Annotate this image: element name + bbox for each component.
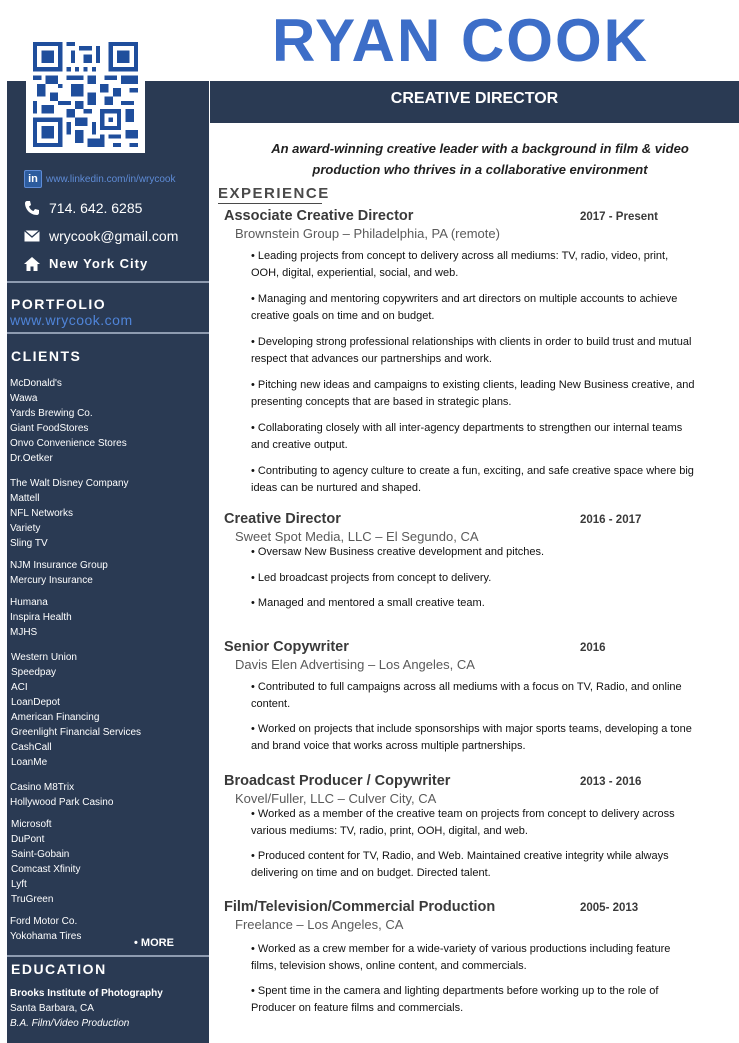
client-item: LoanMe xyxy=(11,757,48,768)
education-school: Brooks Institute of Photography xyxy=(10,988,163,999)
client-item: NFL Networks xyxy=(10,508,73,519)
client-group xyxy=(10,914,141,944)
phone-row xyxy=(24,200,142,216)
client-item: ACI xyxy=(11,682,28,693)
job-dates: 2013 - 2016 xyxy=(580,776,642,788)
client-group xyxy=(10,780,141,810)
job-role: Associate Creative Director xyxy=(224,208,414,224)
client-item: CashCall xyxy=(11,742,52,753)
job-bullets xyxy=(224,544,704,612)
job-bullets xyxy=(224,806,704,881)
education-block xyxy=(10,986,163,1031)
client-item: Mattell xyxy=(10,493,40,504)
linkedin-row[interactable] xyxy=(24,170,176,188)
sidebar-divider xyxy=(7,281,209,283)
education-heading: EDUCATION xyxy=(11,961,107,977)
sidebar-divider xyxy=(7,332,209,334)
job-bullet: • Managed and mentored a small creative team. xyxy=(251,597,485,609)
qr-code[interactable] xyxy=(26,36,145,153)
clients-list xyxy=(10,376,141,954)
job-bullet: • Collaborating closely with all inter-agency departments to strengthen our internal teams and creative output. xyxy=(251,422,683,451)
job-company: Freelance – Los Angeles, CA xyxy=(235,917,404,932)
job-company: Brownstein Group – Philadelphia, PA (remote) xyxy=(235,226,500,241)
job-dates: 2016 xyxy=(580,642,606,654)
envelope-icon xyxy=(24,230,40,242)
job-bullet: • Pitching new ideas and campaigns to existing clients, leading New Business creative, and presenting concepts that are based in strategic plans. xyxy=(251,379,695,408)
job-entry xyxy=(224,899,704,1016)
client-group xyxy=(10,817,141,907)
job-bullets xyxy=(224,941,704,1016)
education-degree: B.A. Film/Video Production xyxy=(10,1018,130,1029)
client-item: Comcast Xfinity xyxy=(11,864,81,875)
job-bullet: • Led broadcast projects from concept to delivery. xyxy=(251,571,492,584)
client-item: Speedpay xyxy=(11,667,57,678)
job-bullet: • Worked as a member of the creative team on projects from concept to delivery across various mediums: TV, radio, print, OOH, digital, and web. xyxy=(251,808,675,837)
client-item: Yokohama Tires xyxy=(10,931,82,942)
sidebar-divider xyxy=(7,955,209,957)
client-item: Giant FoodStores xyxy=(10,423,89,434)
education-location: Santa Barbara, CA xyxy=(10,1003,94,1014)
linkedin-link[interactable]: www.linkedin.com/in/wrycook xyxy=(46,173,176,185)
client-item: Sling TV xyxy=(10,538,48,549)
client-item: American Financing xyxy=(11,712,100,723)
client-item: DuPont xyxy=(11,834,45,845)
job-bullet: • Worked on projects that include sponsorships with major sports teams, developing a tone and brand voice that works across multiple partnerships. xyxy=(251,723,692,752)
job-role: Senior Copywriter xyxy=(224,639,349,655)
job-bullet: • Spent time in the camera and lighting departments before working up to the role of Producer on feature films and commercials. xyxy=(251,985,659,1014)
job-bullet: • Contributed to full campaigns across all mediums with a focus on TV, Radio, and online content. xyxy=(251,681,682,710)
portfolio-link[interactable]: www.wrycook.com xyxy=(10,312,133,328)
job-role: Film/Television/Commercial Production xyxy=(224,899,496,915)
job-dates: 2016 - 2017 xyxy=(580,514,642,526)
job-role: Creative Director xyxy=(224,511,341,527)
job-bullet: • Produced content for TV, Radio, and Web. Maintained creative integrity while always delivering on time and on budget. Directed talent. xyxy=(251,850,669,879)
client-item: Saint-Gobain xyxy=(11,849,70,860)
phone-icon xyxy=(24,200,40,216)
client-item: Humana xyxy=(10,597,48,608)
job-bullet: • Contributing to agency culture to create a fun, exciting, and safe creative space where big ideas can be nurtured and shaped. xyxy=(251,465,694,494)
client-item: Inspira Health xyxy=(10,612,72,623)
clients-heading: CLIENTS xyxy=(11,348,82,364)
client-item: Greenlight Financial Services xyxy=(11,727,142,738)
linkedin-icon: in xyxy=(24,170,42,188)
client-item: Yards Brewing Co. xyxy=(10,408,93,419)
client-item: McDonald's xyxy=(10,378,62,389)
job-company: Sweet Spot Media, LLC – El Segundo, CA xyxy=(235,529,479,544)
job-bullets xyxy=(224,248,704,496)
client-item: MJHS xyxy=(10,627,38,638)
client-item: The Walt Disney Company xyxy=(10,478,129,489)
client-item: Onvo Convenience Stores xyxy=(10,438,127,449)
client-item: Mercury Insurance xyxy=(10,575,93,586)
client-group xyxy=(10,650,141,770)
job-dates: 2017 - Present xyxy=(580,211,658,223)
client-item: Ford Motor Co. xyxy=(10,916,78,927)
client-item: TruGreen xyxy=(11,894,54,905)
client-item: LoanDepot xyxy=(11,697,60,708)
client-item: Microsoft xyxy=(11,819,52,830)
job-entry xyxy=(224,208,704,496)
experience-heading: EXPERIENCE xyxy=(218,185,330,202)
client-item: Casino M8Trix xyxy=(10,782,75,793)
client-group xyxy=(10,595,141,640)
job-entry xyxy=(224,639,704,754)
job-role: Broadcast Producer / Copywriter xyxy=(224,773,451,789)
job-entry xyxy=(224,773,704,881)
client-item: NJM Insurance Group xyxy=(10,560,108,571)
candidate-name: RYAN COOK xyxy=(272,7,649,74)
job-bullet: • Leading projects from concept to delivery across all mediums: TV, radio, video, print, OOH, digital, experiential, social, and web. xyxy=(251,250,669,279)
job-entry xyxy=(224,511,704,612)
job-bullet: • Managing and mentoring copywriters and art directors on multiple accounts to achieve creative goals on time and on budget. xyxy=(251,293,678,322)
job-bullet: • Oversaw New Business creative development and pitches. xyxy=(251,546,545,558)
client-item: Dr.Oetker xyxy=(10,453,53,464)
email-row xyxy=(24,228,178,244)
job-company: Kovel/Fuller, LLC – Culver City, CA xyxy=(235,791,437,806)
phone-number[interactable]: 714. 642. 6285 xyxy=(49,200,143,216)
summary: An award-winning creative leader with a background in film & video production who thrives in a collaborative environment xyxy=(271,141,689,177)
job-title-bar: CREATIVE DIRECTOR xyxy=(210,81,739,123)
client-item: Lyft xyxy=(11,879,27,890)
client-item: Hollywood Park Casino xyxy=(10,797,114,808)
client-group xyxy=(10,476,141,551)
job-bullet: • Worked as a crew member for a wide-variety of various productions including feature films, television shows, online content, and commercials. xyxy=(251,943,671,972)
client-item: Variety xyxy=(10,523,41,534)
more-clients-link[interactable]: • MORE xyxy=(134,937,174,949)
location-text: New York City xyxy=(49,256,149,271)
experience-underline xyxy=(218,203,322,204)
location-row xyxy=(24,256,148,271)
email-address[interactable]: wrycook@gmail.com xyxy=(49,228,179,244)
client-group xyxy=(10,558,141,588)
job-bullet: • Developing strong professional relationships with clients in order to build trust and mutual respect that advances our partnerships and work. xyxy=(251,336,692,365)
client-item: Wawa xyxy=(10,393,38,404)
home-icon xyxy=(24,257,40,271)
job-company: Davis Elen Advertising – Los Angeles, CA xyxy=(235,657,475,672)
job-bullets xyxy=(224,679,704,754)
client-item: Western Union xyxy=(11,652,77,663)
client-group xyxy=(10,376,141,466)
job-dates: 2005- 2013 xyxy=(580,902,639,914)
portfolio-heading: PORTFOLIO xyxy=(11,296,107,312)
